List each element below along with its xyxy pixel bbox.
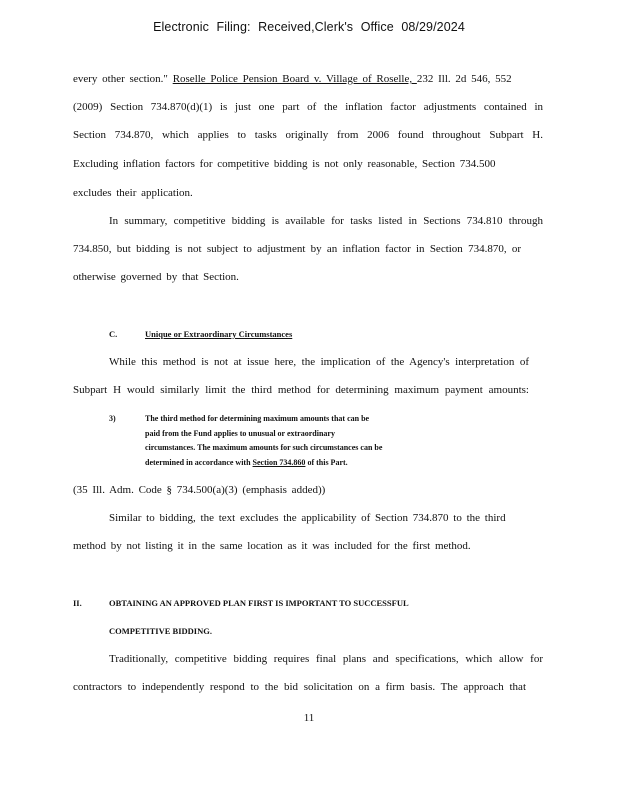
para2-line2: 734.850, but bidding is not subject to adjustment by an inflation factor in Section 734.870, or (73, 243, 521, 255)
quote-line3: circumstances. The maximum amounts for such circumstances can be (145, 443, 383, 452)
section-ii-title-line2: COMPETITIVE BIDDING. (109, 626, 212, 636)
para1-line1-post: 232 Ill. 2d 546, 552 (416, 73, 512, 85)
para1-line5: excludes their application. (73, 187, 193, 199)
para1-line2: (2009) Section 734.870(d)(1) is just one part of the inflation factor adjustments contained in (73, 101, 543, 113)
para5-line2: contractors to independently respond to the bid solicitation on a firm basis. The approach that (73, 681, 526, 693)
para1-line4: Excluding inflation factors for competitive bidding is not only reasonable, Section 734.500 (73, 158, 496, 170)
para2-line1: In summary, competitive bidding is available for tasks listed in Sections 734.810 through (109, 215, 543, 227)
regulation-citation: (35 Ill. Adm. Code § 734.500(a)(3) (emphasis added)) (73, 484, 326, 496)
case-citation: Roselle Police Pension Board v. Village of Roselle, (172, 73, 417, 85)
para2-line3: otherwise governed by that Section. (73, 271, 239, 283)
para4-line1: Similar to bidding, the text excludes the applicability of Section 734.870 to the third (109, 512, 506, 524)
para1-line1-pre: every other section." (73, 73, 173, 85)
quote-number: 3) (109, 414, 116, 423)
section-c-letter: C. (109, 329, 118, 339)
section-ii-number: II. (73, 598, 82, 608)
quote-line1: The third method for determining maximum amounts that can be (145, 414, 370, 423)
para3-line1: While this method is not at issue here, the implication of the Agency's interpretation of (109, 356, 529, 368)
para4-line2: method by not listing it in the same location as it was included for the first method. (73, 540, 471, 552)
filing-stamp-header: Electronic Filing: Received,Clerk's Office 08/29/2024 (153, 20, 465, 34)
quote-section-ref: Section 734.860 (252, 458, 306, 467)
quote-line4-pre: determined in accordance with (145, 458, 253, 467)
para3-line2: Subpart H would similarly limit the third method for determining maximum payment amounts: (73, 384, 529, 396)
section-ii-title-line1: OBTAINING AN APPROVED PLAN FIRST IS IMPORTANT TO SUCCESSFUL (109, 598, 409, 608)
para5-line1: Traditionally, competitive bidding requires final plans and specifications, which allow for (109, 653, 543, 665)
quote-line4 (145, 458, 500, 467)
para1-line1 (73, 73, 543, 85)
quote-line4-post: of this Part. (305, 458, 348, 467)
quote-line2: paid from the Fund applies to unusual or extraordinary (145, 429, 335, 438)
section-c-title: Unique or Extraordinary Circumstances (145, 329, 293, 339)
page-number: 11 (303, 712, 315, 724)
para1-line3: Section 734.870, which applies to tasks originally from 2006 found throughout Subpart H. (73, 129, 543, 141)
